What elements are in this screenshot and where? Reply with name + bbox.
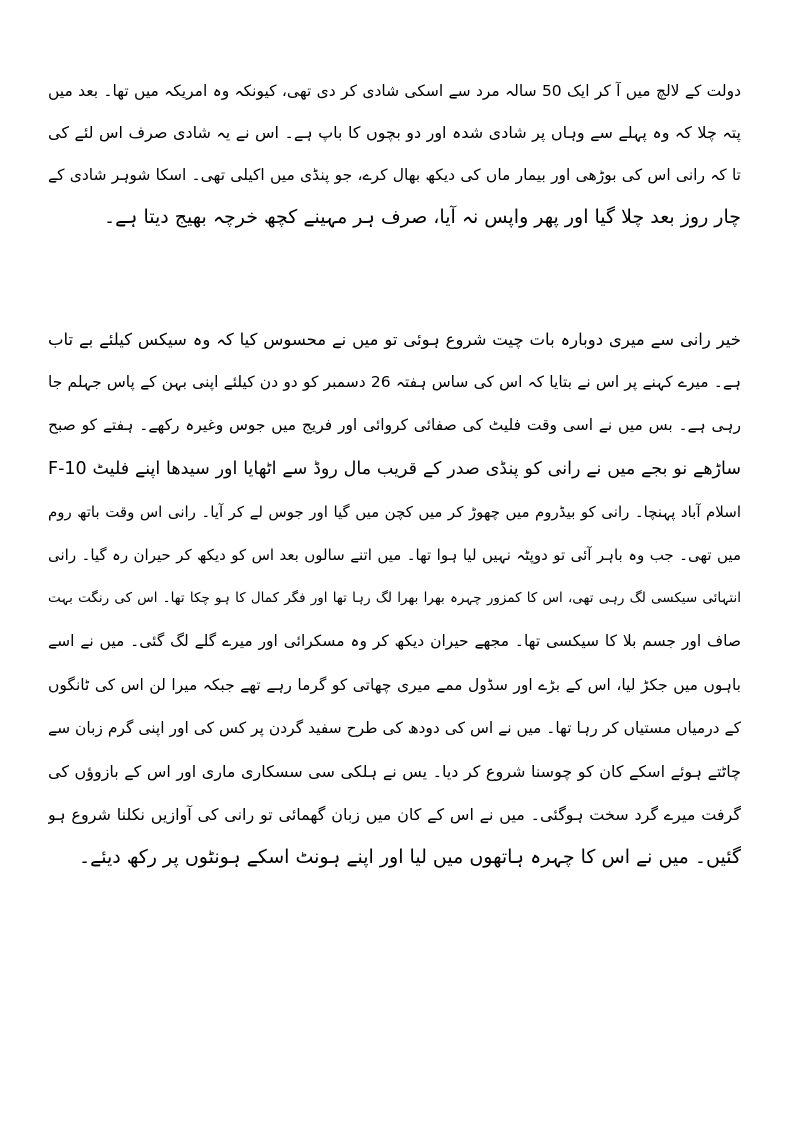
text-line: میں تھی۔ جب وہ باہر آئی تو دوپٹہ نہیں لیا ہوا تھا۔ میں اتنے سالوں بعد اس کو دیکھ کر حیران رہ گیا۔ رانی [48,545,741,564]
text-line: چاٹتے ہوئے اسکے کان کو چوسنا شروع کر دیا۔ یس نے ہلکی سی سسکاری ماری اور اس کے بازوؤں کی [48,761,741,781]
text-line: گئیں۔ میں نے اس کا چہرہ ہاتھوں میں لیا اور اپنے ہونٹ اسکے ہونٹوں پر رکھ دیئے۔ [78,846,741,869]
text-line: اسلام آباد پہنچا۔ رانی کو بیڈروم میں چھوڑ کر میں کچن میں گیا اور جوس لے کر آیا۔ رانی اس وقت باتھ روم [48,502,741,521]
text-line: خیر رانی سے میری دوبارہ بات چیت شروع ہوئی تو میں نے محسوس کیا کہ وہ سیکس کیلئے بے تاب [48,330,741,349]
text-line: انتہائی سیکسی لگ رہی تھی، اس کا کمزور چہرہ بھرا بھرا لگ رہا تھا اور فگر کمال کا ہو چکا تھا۔ اس کی رنگت بہت [48,590,741,607]
text-line: ساڑھے نو بجے میں نے رانی کو پنڈی صدر کے قریب مال روڈ سے اٹھایا اور سیدھا اپنے فلیٹ F-10 [48,458,741,479]
text-line: گرفت میرے گرد سخت ہوگئی۔ میں نے اس کے کان میں زبان گھمائی تو رانی کی آوازیں نکلنا شروع ہو [48,805,741,825]
text-line: صاف اور جسم بلا کا سیکسی تھا۔ مجھے حیران دیکھ کر وہ مسکرائی اور میرے گلے لگ گئی۔ میں نے اسے [48,632,741,651]
text-line: باہوں میں جکڑ لیا، اس کے بڑے اور سڈول ممے میری چھاتی کو گرما رہے تھے جبکہ میرا لن اس کی ٹانگوں [48,675,741,694]
paragraph-2 [48,318,741,879]
paragraph-1 [48,70,741,238]
text-line: پتہ چلا کہ وہ پہلے سے وہاں پر شادی شدہ اور دو بچوں کا باپ ہے۔ اس نے یہ شادی صرف اس لئے کی [48,123,741,142]
text-line: رہی ہے۔ بس میں نے اسی وقت فلیٹ کی صفائی کروائی اور فریج میں جوس وغیرہ رکھے۔ ہفتے کو صبح [48,416,741,435]
text-line: تا کہ رانی اس کی بوڑھی اور بیمار ماں کی دیکھ بھال کرے، جو پنڈی میں اکیلی تھی۔ اسکا شوہر شادی کے [48,166,741,184]
text-line: ہے۔ میرے کہنے پر اس نے بتایا کہ اس کی ساس ہفتہ 26 دسمبر کو دو دن کیلئے اپنی بہن کے پاس جہلم جا [48,373,741,392]
text-line: چار روز بعد چلا گیا اور پھر واپس نہ آیا، صرف ہر مہینے کچھ خرچہ بھیج دیتا ہے۔ [104,206,741,228]
text-line: دولت کے لالچ میں آ کر ایک 50 سالہ مرد سے اسکی شادی کر دی تھی، کیونکہ وہ امریکہ میں تھا۔ بعد میں [48,82,741,100]
text-line: کے درمیاں مستیاں کر رہا تھا۔ میں نے اس کی دودھ کی طرح سفید گردن پر کس کی اور اپنی گرم زبان سے [48,718,741,737]
